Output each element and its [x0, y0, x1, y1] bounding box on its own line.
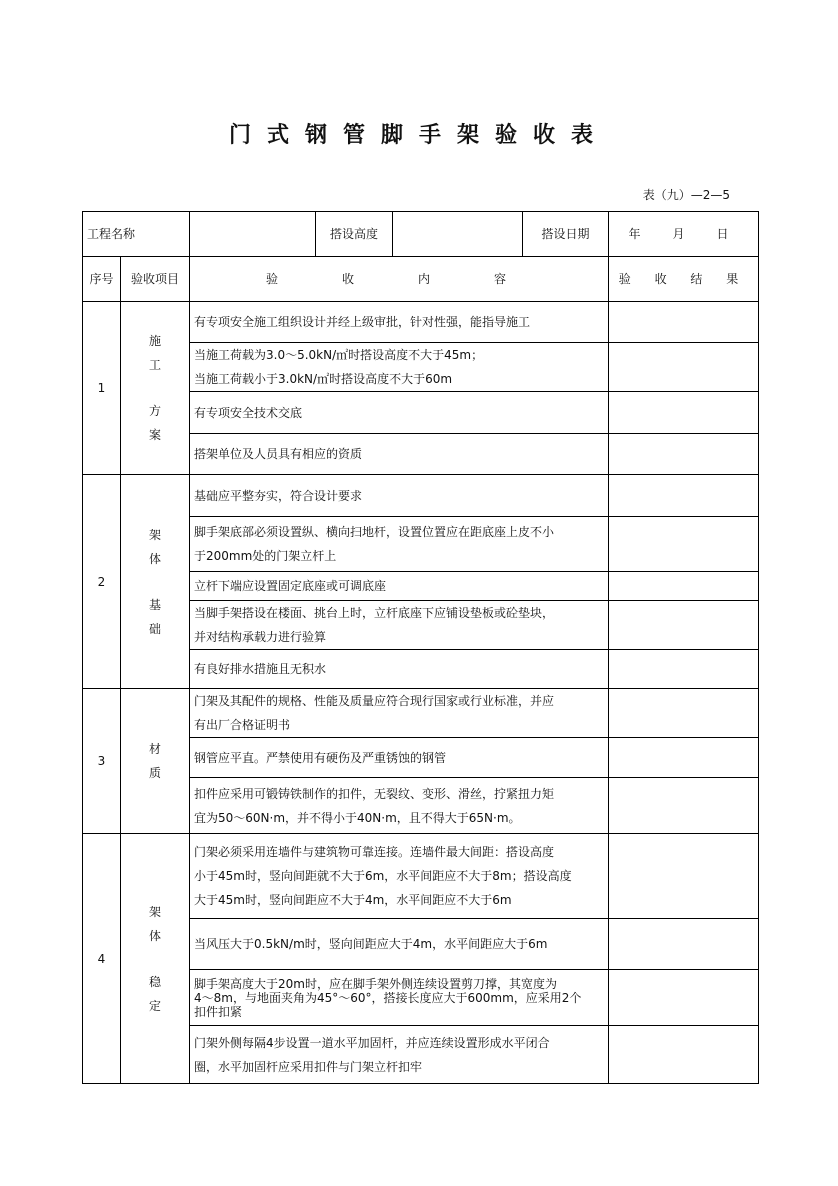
requirement-text: [190, 392, 609, 434]
requirement-text: [190, 650, 609, 689]
requirement-line: 搭架单位及人员具有相应的资质: [194, 447, 363, 461]
result-cell[interactable]: [609, 343, 759, 392]
requirement-line: 有专项安全施工组织设计并经上级审批，针对性强，能指导施工: [194, 315, 531, 329]
requirement-line: 圈，水平加固杆应采用扣件与门架立杆扣牢: [194, 1059, 423, 1074]
requirement-line: 并对结构承载力进行验算: [194, 630, 327, 644]
date-field[interactable]: 年 月 日: [609, 212, 759, 257]
section-item: [121, 689, 190, 834]
result-header: 验 收 结 果: [609, 257, 759, 302]
requirement-text: [190, 834, 609, 919]
requirement-line: 钢管应平直。严禁使用有硬伤及严重锈蚀的钢管: [194, 750, 447, 765]
height-label: 搭设高度: [316, 212, 393, 257]
requirement-line: 4～8m，与地面夹角为45°～60°，搭接长度应大于600mm，应采用2个: [194, 990, 582, 1005]
requirement-line: 于200mm处的门架立杆上: [194, 549, 337, 563]
requirement-line: 扣件应采用可锻铸铁制作的扣件，无裂纹、变形、滑丝，拧紧扭力矩: [194, 786, 555, 801]
header-row: [83, 212, 759, 257]
result-cell[interactable]: [609, 302, 759, 343]
section-number: 3: [83, 689, 121, 834]
requirement-line: 立杆下端应设置固定底座或可调底座: [194, 579, 387, 593]
table-row: [83, 475, 759, 517]
result-cell[interactable]: [609, 738, 759, 778]
section-item: [121, 475, 190, 689]
result-cell[interactable]: [609, 834, 759, 919]
result-cell[interactable]: [609, 1026, 759, 1084]
section-item-bottom: 基础: [149, 597, 184, 636]
requirement-line: 当施工荷载小于3.0kN/㎡时搭设高度不大于60m: [194, 372, 453, 386]
table-row: [83, 302, 759, 343]
item-header: 验收项目: [121, 257, 190, 302]
section-item-top: 架体: [149, 904, 184, 943]
seq-header: 序号: [83, 257, 121, 302]
section-number: 4: [83, 834, 121, 1084]
table-row: [83, 689, 759, 738]
result-cell[interactable]: [609, 778, 759, 834]
requirement-text: [190, 517, 609, 572]
result-cell[interactable]: [609, 970, 759, 1026]
requirement-text: [190, 778, 609, 834]
requirement-text: [190, 572, 609, 601]
result-cell[interactable]: [609, 601, 759, 650]
section-item: [121, 302, 190, 475]
requirement-line: 有出厂合格证明书: [194, 718, 291, 732]
requirement-line: 脚手架底部必须设置纵、横向扫地杆，设置位置应在距底座上皮不小: [194, 525, 555, 539]
requirement-line: 当脚手架搭设在楼面、挑台上时，立杆底座下应铺设垫板或砼垫块，: [194, 606, 555, 620]
result-cell[interactable]: [609, 689, 759, 738]
column-header-row: [83, 257, 759, 302]
page-title: 门式钢管脚手架验收表: [228, 122, 609, 148]
result-cell[interactable]: [609, 517, 759, 572]
section-number: 2: [83, 475, 121, 689]
result-cell[interactable]: [609, 475, 759, 517]
section-item-bottom: 方案: [149, 404, 184, 442]
requirement-line: 大于45m时，竖向间距应不大于4m，水平间距应不大于6m: [194, 893, 512, 907]
date-label: 搭设日期: [523, 212, 609, 257]
project-name-label: 工程名称: [83, 212, 190, 257]
requirement-line: 门架及其配件的规格、性能及质量应符合现行国家或行业标准，并应: [194, 694, 555, 708]
requirement-text: [190, 343, 609, 392]
requirement-line: 当风压大于0.5kN/m时，竖向间距应大于4m，水平间距应大于6m: [194, 937, 548, 951]
requirement-text: [190, 601, 609, 650]
result-cell[interactable]: [609, 392, 759, 434]
result-cell[interactable]: [609, 434, 759, 475]
result-cell[interactable]: [609, 919, 759, 970]
requirement-line: 小于45m时，竖向间距就不大于6m，水平间距应不大于8m；搭设高度: [194, 869, 572, 883]
requirement-text: [190, 475, 609, 517]
requirement-text: [190, 970, 609, 1026]
section-item-top: 材质: [149, 742, 184, 780]
section-item-top: 架体: [149, 527, 184, 566]
section-item-bottom: 稳定: [149, 974, 184, 1013]
section-item: [121, 834, 190, 1084]
result-cell[interactable]: [609, 650, 759, 689]
requirement-text: [190, 434, 609, 475]
requirement-text: [190, 689, 609, 738]
section-number: 1: [83, 302, 121, 475]
height-field[interactable]: [393, 212, 523, 257]
requirement-text: [190, 738, 609, 778]
requirement-line: 门架外侧每隔4步设置一道水平加固杆，并应连续设置形成水平闭合: [194, 1035, 550, 1050]
requirement-text: [190, 302, 609, 343]
requirement-line: 宜为50～60N·m，并不得小于40N·m，且不得大于65N·m。: [194, 810, 521, 825]
requirement-line: 当施工荷载为3.0～5.0kN/㎡时搭设高度不大于45m；: [194, 348, 484, 362]
requirement-text: [190, 1026, 609, 1084]
requirement-line: 扣件扣紧: [194, 1004, 243, 1019]
requirement-line: 有专项安全技术交底: [194, 405, 303, 420]
form-code: 表（九）—2—5: [642, 188, 730, 202]
project-name-field[interactable]: [190, 212, 316, 257]
result-cell[interactable]: [609, 572, 759, 601]
requirement-line: 门架必须采用连墙件与建筑物可靠连接。连墙件最大间距：搭设高度: [194, 845, 555, 859]
requirement-text: [190, 919, 609, 970]
requirement-line: 基础应平整夯实，符合设计要求: [194, 488, 363, 503]
section-item-top: 施工: [149, 334, 184, 372]
content-header: 验 收 内 容: [190, 257, 609, 302]
requirement-line: 脚手架高度大于20m时，应在脚手架外侧连续设置剪刀撑，其宽度为: [194, 976, 557, 991]
table-row: [83, 834, 759, 919]
requirement-line: 有良好排水措施且无积水: [194, 662, 327, 676]
acceptance-table: [82, 211, 759, 1084]
